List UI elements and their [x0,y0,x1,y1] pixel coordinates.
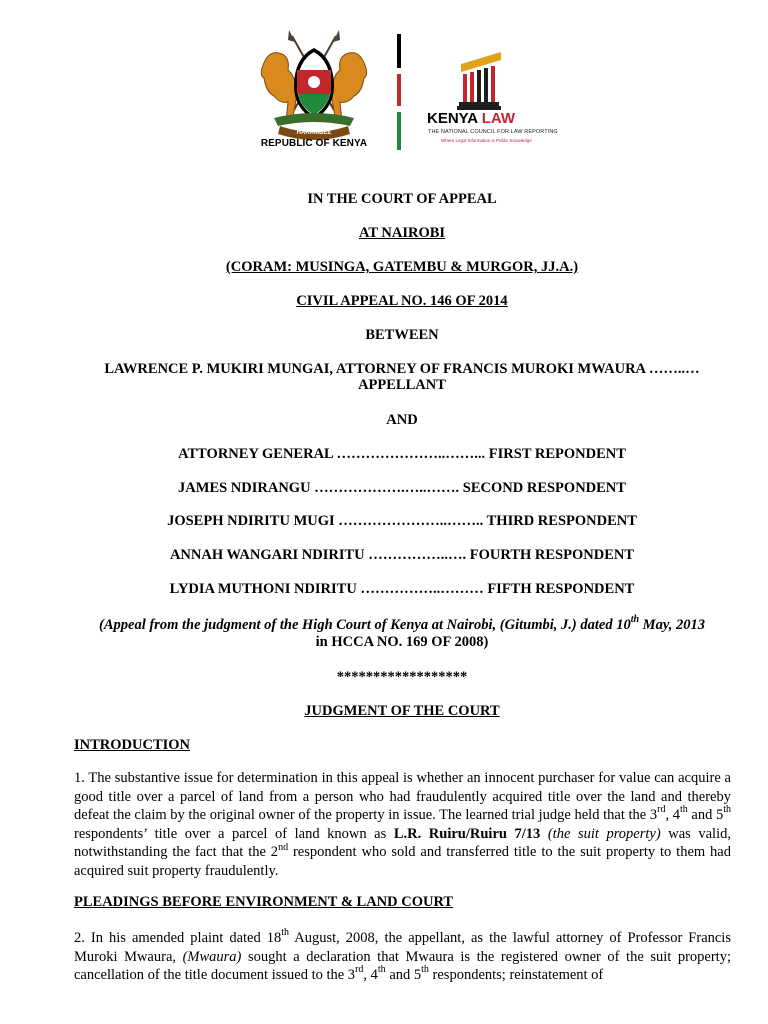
p1-sup-1: rd [657,804,666,816]
paragraph-1 [74,769,731,881]
p1-text-3: and 5 [687,807,724,824]
between-label: BETWEEN [365,327,439,343]
kenya-law-word-2: LAW [481,110,516,127]
p1-text-5: was valid, notwithstanding the fact that the 2 [74,825,731,861]
heading-pleadings: PLEADINGS BEFORE ENVIRONMENT & LAND COURT [74,894,454,910]
origin-text-b: May, 2013 [639,617,705,633]
p1-sup-3: th [723,804,732,816]
court-name: IN THE COURT OF APPEAL [307,191,497,207]
separator-stars: ****************** [336,669,468,685]
p1-suit-property: (the suit property) [540,825,661,842]
appellant-line-1: LAWRENCE P. MUKIRI MUNGAI, ATTORNEY OF FRANCIS MUROKI MWAURA ……..… [104,361,700,377]
p1-text-6: respondent who sold and transferred title to the suit property to them had acquired suit property fraudulently. [74,844,731,879]
origin-text-a: (Appeal from the judgment of the High Court of Kenya at Nairobi, (Gitumbi, J.) dated 10 [99,617,631,633]
p1-sup-2: th [679,804,688,816]
respondent-5: LYDIA MUTHONI NDIRITU ……………..……… FIFTH RESPONDENT [169,581,635,597]
judgment-title: JUDGMENT OF THE COURT [304,703,500,719]
motto-text: HARAMBEE [296,130,332,136]
coat-of-arms-caption: REPUBLIC OF KENYA [260,138,368,149]
p2-sup-3: rd [355,964,364,976]
kenya-law-slogan: Where Legal Information is Public Knowledge [441,138,532,143]
respondent-3: JOSEPH NDIRITU MUGI …………………..…….. THIRD RESPONDENT [167,513,637,529]
p1-text-4: respondents’ title over a parcel of land known as [74,825,394,842]
heading-introduction: INTRODUCTION [74,737,191,753]
paragraph-2 [74,929,731,985]
coat-of-arms-logo [252,30,376,155]
kenya-law-pillars-icon [453,50,513,110]
p1-text-2: , 4 [665,807,680,824]
appeal-origin-line-1 [70,614,734,634]
coat-of-arms-emblem-icon [252,30,376,140]
appeal-origin-line-2: in HCCA NO. 169 OF 2008) [315,634,489,650]
origin-sup: th [630,614,640,626]
kenya-law-word-1: KENYA [427,110,478,127]
respondent-2: JAMES NDIRANGU ……………….…..……. SECOND RESPONDENT [178,480,626,496]
p2-text-5: and 5 [385,967,422,984]
p2-sup-5: th [421,964,429,976]
kenya-law-logo [423,50,558,150]
p2-text-2: August, 2008, the appellant, as the lawful attorney of Professor Francis Muroki Mwaura, [74,930,731,965]
appeal-number: CIVIL APPEAL NO. 146 OF 2014 [296,293,508,309]
kenya-law-wordmark [427,110,515,127]
p2-mwaura: (Mwaura) [182,948,242,965]
and-label: AND [386,412,418,428]
p2-sup-1: th [281,927,290,939]
p2-text-6: respondents; reinstatement of [428,967,604,984]
respondent-1: ATTORNEY GENERAL …………………..……... FIRST REPONDENT [178,446,626,462]
p2-text-3: sought a declaration that Mwaura is the registered owner of the suit property; cancellation of the title document issued to the 3 [74,948,731,984]
court-location: AT NAIROBI [358,225,446,241]
appellant-line-2: APPELLANT [358,377,446,393]
p2-text-4: , 4 [363,967,378,984]
p2-text-1: 2. In his amended plaint dated 18 [74,930,282,946]
respondent-4: ANNAH WANGARI NDIRITU ……………..…. FOURTH RESPONDENT [169,547,635,563]
p2-sup-4: th [377,964,386,976]
p1-text-1: 1. The substantive issue for determination in this appeal is whether an innocent purchaser for value can acquire a good title over a parcel of land from a person who had fraudulently acquired title over the land and thereby defeat the claim by the original owner of the property in issue. The learned trial judge held that the 3 [74,770,731,824]
flag-color-divider [395,34,403,150]
p1-sup-5: nd [278,841,289,853]
coram: (CORAM: MUSINGA, GATEMBU & MURGOR, JJ.A.) [225,259,579,275]
p1-land-reference: L.R. Ruiru/Ruiru 7/13 [393,825,541,842]
kenya-law-tagline: THE NATIONAL COUNCIL FOR LAW REPORTING [428,129,558,135]
